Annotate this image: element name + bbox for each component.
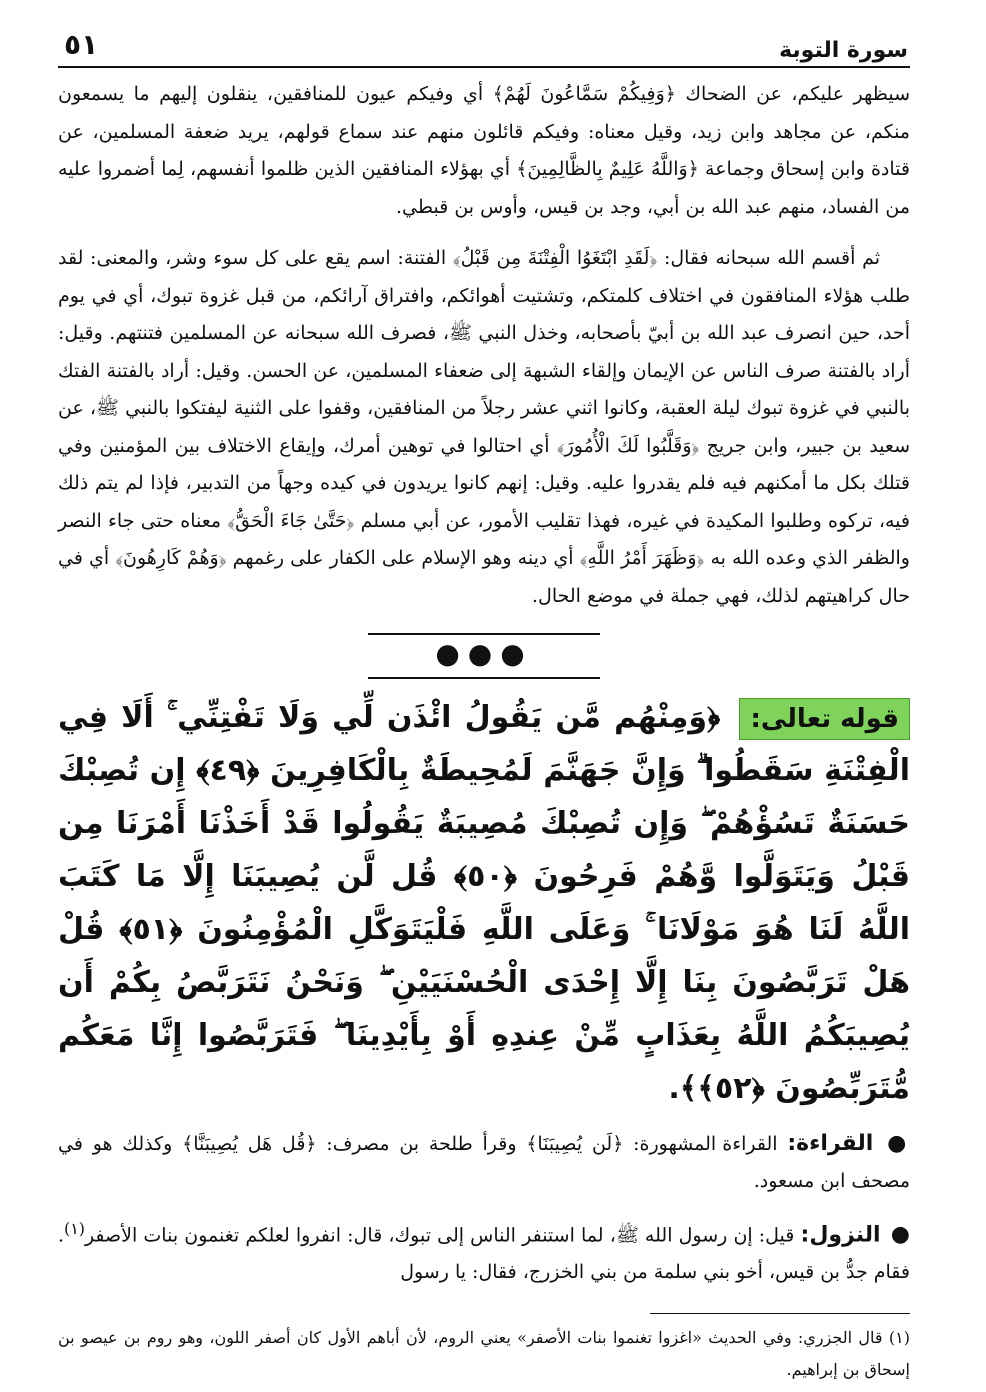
footnote-text: قال الجزري: وفي الحديث «اغزوا تغنموا بنات الأصفر» يعني الروم، لأن أباهم الأول كان أصفر اللون، وهو روم بن عيصو بن إسحاق بن إبراهيم. (58, 1328, 910, 1380)
qiraa-label: القراءة: (787, 1131, 874, 1156)
nuzul-text-before: قيل: إن رسول الله ﷺ، لما استنفر الناس إلى تبوك، قال: انفروا لعلكم تغنمون بنات الأصفر (84, 1224, 795, 1247)
page-number: ٥١ (64, 28, 99, 61)
nuzul-text-after: . فقام جدُّ بن قيس، أخو بني سلمة من بني الخزرج، فقال: يا رسول (58, 1224, 910, 1284)
bullet-icon: ● (887, 1131, 910, 1156)
surah-title: سورة التوبة (779, 38, 908, 63)
separator-line-top (368, 633, 600, 635)
separator-line-bottom (368, 677, 600, 679)
page (58, 22, 911, 1380)
qiraa-text: القراءة المشهورة: ﴿لَن يُصِيبَنَا﴾ وقرأ طلحة بن مصرف: ﴿قُل هَل يُصِيبَنَّا﴾ وكذلك هو في مصحف ابن مسعود. (58, 1133, 910, 1192)
commentary-paragraph-2: ثم أقسم الله سبحانه فقال: ﴿لَقَدِ ابْتَغَوُا الْفِتْنَةَ مِن قَبْلُ﴾ الفتنة: اسم يقع على كل سوء وشر، والمعنى: لقد طلب هؤلاء المنافقون في اختلاف كلمتكم، وتشتيت أهوائكم، وافتراق آرائكم، من قبل غزوة تبوك، أي في يوم أحد، حين انصرف عبد الله بن أبيّ بأصحابه، وخذل النبي ﷺ، فصرف الله سبحانه عن المسلمين فتنتهم. وقيل: أراد بالفتنة صرف الناس عن الإيمان وإلقاء الشبهة إلى ضعفاء المسلمين، عن الحسن. وقيل: أراد بالفتنة الفتك بالنبي في غزوة تبوك ليلة العقبة، وكانوا اثني عشر رجلاً من المنافقين، وقفوا على الثنية ليفتكوا بالنبي ﷺ، عن سعيد بن جبير، وابن جريج ﴿وَقَلَّبُوا لَكَ الْأُمُورَ﴾ أي احتالوا في توهين أمرك، وإيقاع الاختلاف بين المؤمنين وفي قتلك بكل ما أمكنهم فيه فلم يقدروا عليه. وقيل: إنهم كانوا يريدون في كيده وجهاً من التدبير، فإذا لم يتم ذلك فيه، تركوه وطلبوا المكيدة في غيره، فهذا تقليب الأمور، عن أبي مسلم ﴿حَتَّىٰ جَاءَ الْحَقُّ﴾ معناه حتى جاء النصر والظفر الذي وعده الله به ﴿وَظَهَرَ أَمْرُ اللَّهِ﴾ أي دينه وهو الإسلام على الكفار على رغمهم ﴿وَهُمْ كَارِهُونَ﴾ أي في حال كراهيتهم لذلك، فهي جملة في موضع الحال. (58, 247, 910, 607)
quran-verses (58, 691, 910, 1115)
quran-verse-text: ﴿وَمِنْهُم مَّن يَقُولُ ائْذَن لِّي وَلَا تَفْتِنِّي ۚ أَلَا فِي الْفِتْنَةِ سَقَطُوا ۗ وَإِنَّ جَهَنَّمَ لَمُحِيطَةٌ بِالْكَافِرِينَ ﴿٤٩﴾ إِن تُصِبْكَ حَسَنَةٌ تَسُؤْهُمْ ۖ وَإِن تُصِبْكَ مُصِيبَةٌ يَقُولُوا قَدْ أَخَذْنَا أَمْرَنَا مِن قَبْلُ وَيَتَوَلَّوا وَّهُمْ فَرِحُونَ ﴿٥٠﴾ قُل لَّن يُصِيبَنَا إِلَّا مَا كَتَبَ اللَّهُ لَنَا هُوَ مَوْلَانَا ۚ وَعَلَى اللَّهِ فَلْيَتَوَكَّلِ الْمُؤْمِنُونَ ﴿٥١﴾ قُلْ هَلْ تَرَبَّصُونَ بِنَا إِلَّا إِحْدَى الْحُسْنَيَيْنِ ۖ وَنَحْنُ نَتَرَبَّصُ بِكُمْ أَن يُصِيبَكُمُ اللَّهُ بِعَذَابٍ مِّنْ عِندِهِ أَوْ بِأَيْدِينَا ۖ فَتَرَبَّصُوا إِنَّا مَعَكُم مُّتَرَبِّصُونَ ﴿٥٢﴾﴾. (58, 700, 911, 1106)
nuzul-section (58, 1210, 910, 1291)
page-header (58, 22, 910, 68)
nuzul-label: النزول: (800, 1222, 881, 1248)
footnote (58, 1322, 910, 1386)
commentary-paragraph-1: سيظهر عليكم، عن الضحاك ﴿وَفِيكُمْ سَمَّاعُونَ لَهُمْ﴾ أي وفيكم عيون للمنافقين، ينقلون إليهم ما يسمعون منكم، عن مجاهد وابن زيد، وقيل معناه: وفيكم قائلون منهم عند سماع قولهم، يريد ضعفة المسلمين، عن قتادة وابن إسحاق وجماعة ﴿وَاللَّهُ عَلِيمٌ بِالظَّالِمِينَ﴾ أي بهؤلاء المنافقين الذين ظلموا أنفسهم، لِما أضمروا عليه من الفساد، منهم عبد الله بن أبي، وجد بن قيس، وأوس بن قبطي. (58, 83, 910, 218)
section-separator (58, 633, 910, 681)
qiraa-section (58, 1125, 910, 1200)
footnote-number: (١) (888, 1328, 910, 1348)
footnote-marker: (١) (64, 1219, 85, 1238)
qawluhu-taala-label: قوله تعالى: (739, 698, 910, 740)
separator-dots: ●●● (435, 637, 533, 670)
bullet-icon: ● (890, 1222, 911, 1248)
footnote-divider (650, 1313, 910, 1314)
